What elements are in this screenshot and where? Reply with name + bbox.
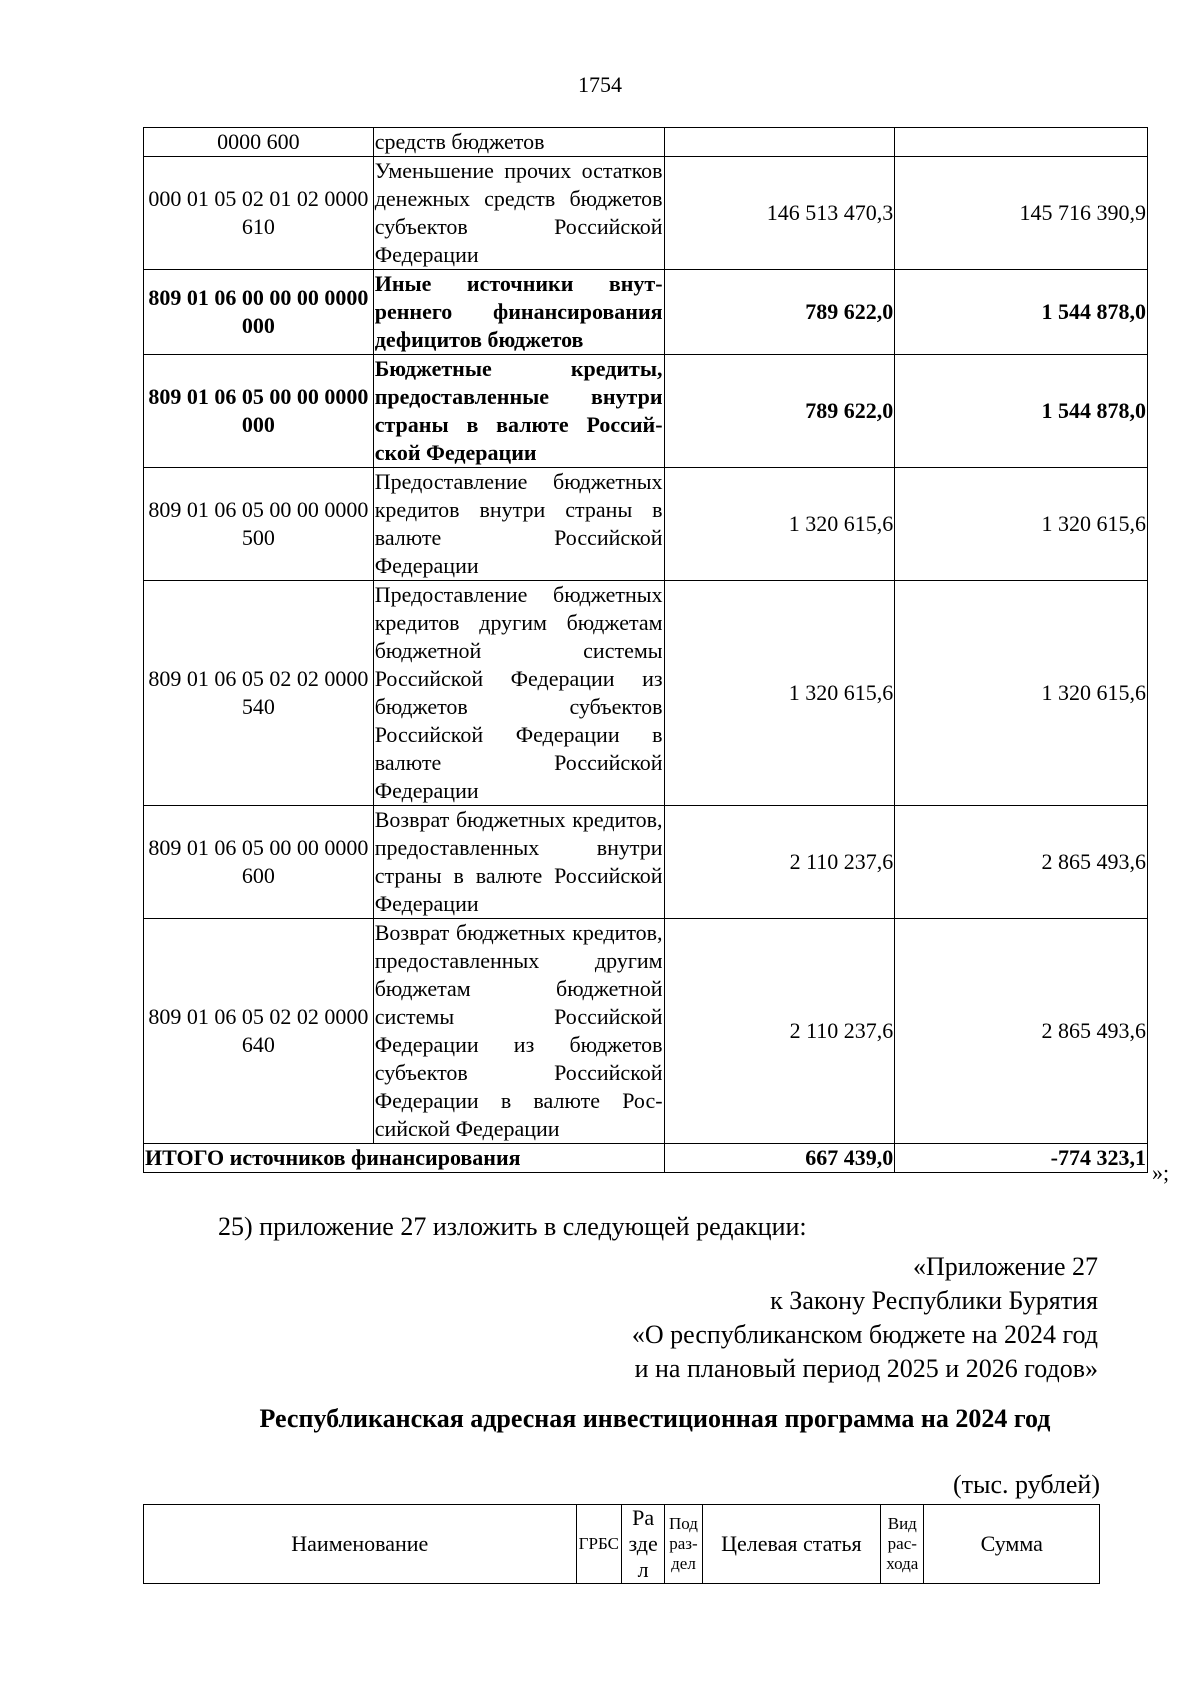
row-value-2025: 2 110 237,6 — [664, 919, 895, 1144]
total-row — [144, 1144, 1148, 1173]
total-value-2026: -774 323,1 — [895, 1144, 1148, 1173]
row-name: средств бюджетов — [373, 128, 664, 157]
row-value-2026: 1 544 878,0 — [895, 355, 1148, 468]
row-value-2025: 2 110 237,6 — [664, 806, 895, 919]
header-target: Целевая статья — [702, 1505, 880, 1584]
row-code: 809 01 06 05 02 02 0000 540 — [144, 581, 374, 806]
appendix-line: к Закону Республики Бурятия — [770, 1286, 1098, 1315]
row-code: 000 01 05 02 01 02 0000 610 — [144, 157, 374, 270]
units-label: (тыс. рублей) — [952, 1470, 1100, 1499]
table-row — [144, 468, 1148, 581]
header-razdel-text: Раздел — [628, 1505, 658, 1582]
closing-quote: »; — [1152, 1160, 1170, 1185]
program-header-table — [143, 1504, 1100, 1584]
appendix-line: «О республиканском бюджете на 2024 год — [631, 1320, 1098, 1349]
row-value-2026: 145 716 390,9 — [895, 157, 1148, 270]
header-vid-text: Вид рас- хода — [886, 1514, 919, 1573]
row-name: Возврат бюджетных кредитов, предоставленных другим бюджетам бюджетной системы Российской Федерации из бюджетов субъектов Российской Федерации в валюте Российской Федерации — [373, 919, 664, 1144]
row-code: 809 01 06 05 00 00 0000 000 — [144, 355, 374, 468]
header-razdel — [621, 1505, 664, 1584]
table-row — [144, 581, 1148, 806]
appendix-reference — [632, 1250, 1098, 1386]
table-header-row — [144, 1505, 1100, 1584]
table-row — [144, 157, 1148, 270]
row-name: Предоставление бюджетных кредитов другим бюджетам бюджетной системы Российской Федерации из бюджетов субъектов Российской Федерации в валюте Российской Федерации — [373, 581, 664, 806]
row-value-2025: 146 513 470,3 — [664, 157, 895, 270]
row-value-2026 — [895, 128, 1148, 157]
row-value-2026: 1 544 878,0 — [895, 270, 1148, 355]
header-podrazdel — [665, 1505, 702, 1584]
row-code: 809 01 06 05 00 00 0000 600 — [144, 806, 374, 919]
row-name: Предоставление бюджетных кредитов внутри страны в валюте Российской Федерации — [373, 468, 664, 581]
table-row — [144, 919, 1148, 1144]
table-row — [144, 270, 1148, 355]
table-row — [144, 128, 1148, 157]
row-value-2025: 789 622,0 — [664, 355, 895, 468]
row-value-2026: 2 865 493,6 — [895, 919, 1148, 1144]
row-value-2025: 1 320 615,6 — [664, 581, 895, 806]
header-podrazdel-text: Под раз- дел — [669, 1514, 698, 1573]
table-row — [144, 806, 1148, 919]
program-title: Республиканская адресная инвестиционная программа на 2024 год — [259, 1404, 1051, 1433]
header-vid — [881, 1505, 924, 1584]
header-grbs: ГРБС — [576, 1505, 621, 1584]
row-code: 809 01 06 05 02 02 0000 640 — [144, 919, 374, 1144]
row-value-2026: 1 320 615,6 — [895, 468, 1148, 581]
row-value-2025: 789 622,0 — [664, 270, 895, 355]
row-value-2026: 2 865 493,6 — [895, 806, 1148, 919]
appendix-line: и на плановый период 2025 и 2026 годов» — [634, 1354, 1098, 1383]
row-name: Возврат бюджетных кредитов, предоставленных внутри страны в валюте Российской Федерации — [373, 806, 664, 919]
appendix-line: «Приложение 27 — [912, 1252, 1098, 1281]
page-number: 1754 — [578, 72, 622, 97]
row-code: 809 01 06 00 00 00 0000 000 — [144, 270, 374, 355]
total-label: ИТОГО источников финансирования — [144, 1144, 665, 1173]
total-value-2025: 667 439,0 — [664, 1144, 895, 1173]
row-code: 0000 600 — [144, 128, 374, 157]
row-value-2025 — [664, 128, 895, 157]
row-value-2025: 1 320 615,6 — [664, 468, 895, 581]
financing-sources-table — [143, 127, 1148, 1173]
header-sum: Сумма — [924, 1505, 1100, 1584]
header-name: Наименование — [144, 1505, 577, 1584]
row-name: Бюджетные кредиты, предоставленные внутри страны в валюте Российской Федерации — [373, 355, 664, 468]
row-name: Иные источники внутреннего финансирования дефицитов бюджетов — [373, 270, 664, 355]
row-code: 809 01 06 05 00 00 0000 500 — [144, 468, 374, 581]
row-name: Уменьшение прочих остатков денежных средств бюджетов субъектов Российской Федерации — [373, 157, 664, 270]
row-value-2026: 1 320 615,6 — [895, 581, 1148, 806]
amendment-paragraph: 25) приложение 27 изложить в следующей редакции: — [218, 1212, 807, 1241]
table-row — [144, 355, 1148, 468]
